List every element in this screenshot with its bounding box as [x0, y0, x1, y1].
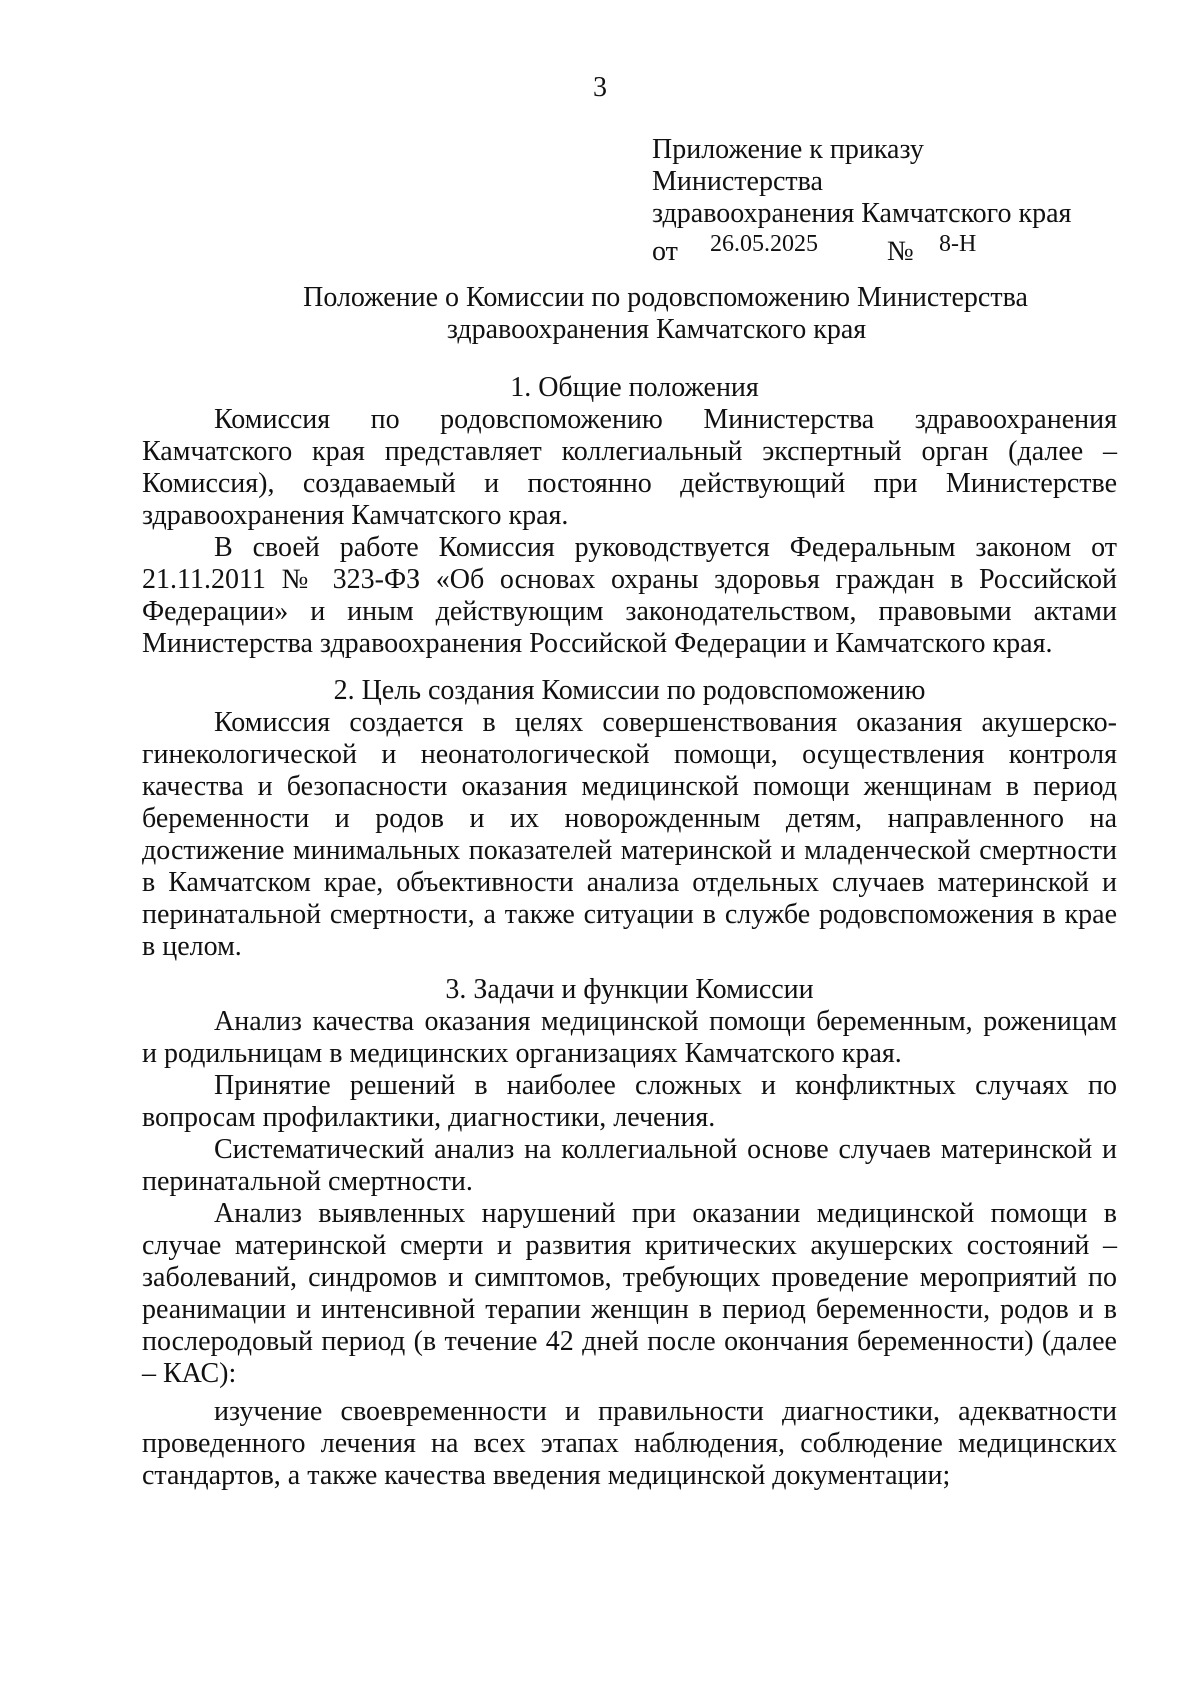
approval-date-line	[652, 232, 1071, 266]
paragraph: Анализ качества оказания медицинской помощи беременным, роженицам и родильницам в медицинских организациях Камчатского края.	[142, 1006, 1117, 1069]
section-heading: 1. Общие положения	[510, 372, 759, 403]
document-title-line-2: здравоохранения Камчатского края	[446, 314, 867, 345]
page-number: 3	[593, 72, 607, 103]
section-tasks	[142, 974, 1117, 1492]
paragraph: Анализ выявленных нарушений при оказании медицинской помощи в случае материнской смерти и развития критических акушерских состояний – заболеваний, синдромов и симптомов, требующих проведение мероприятий по реанимации и интенсивной терапии женщин в период беременности, родов и в послеродовый период (в течение 42 дней после окончания беременности) (далее – КАС):	[142, 1198, 1117, 1389]
approval-from-label: от	[652, 236, 678, 267]
approval-number-sign: №	[887, 236, 914, 267]
paragraph: В своей работе Комиссия руководствуется Федеральным законом от 21.11.2011 № 323-ФЗ «Об основах охраны здоровья граждан в Российской Федерации» и иным действующим законодательством, правовыми актами Министерства здравоохранения Российской Федерации и Камчатского края.	[142, 532, 1117, 659]
document-title	[142, 282, 1117, 346]
approval-line-3: здравоохранения Камчатского края	[652, 198, 1072, 229]
approval-line-1: Приложение к приказу	[652, 134, 924, 165]
approval-number: 8-Н	[939, 231, 977, 257]
approval-date: 26.05.2025	[710, 231, 818, 257]
approval-stamp	[652, 134, 1071, 266]
section-purpose	[142, 675, 1117, 963]
paragraph: Комиссия по родовспоможению Министерства здравоохранения Камчатского края представляет коллегиальный экспертный орган (далее – Комиссия), создаваемый и постоянно действующий при Министерстве здравоохранения Камчатского края.	[142, 404, 1117, 531]
paragraph: изучение своевременности и правильности диагностики, адекватности проведенного лечения на всех этапах наблюдения, соблюдение медицинских стандартов, а также качества введения медицинской документации;	[142, 1396, 1117, 1491]
paragraph: Систематический анализ на коллегиальной основе случаев материнской и перинатальной смертности.	[142, 1134, 1117, 1197]
paragraph: Комиссия создается в целях совершенствования оказания акушерско-гинекологической и неонатологической помощи, осуществления контроля качества и безопасности оказания медицинской помощи женщинам в период беременности и родов и их новорожденным детям, направленного на достижение минимальных показателей материнской и младенческой смертности в Камчатском крае, объективности анализа отдельных случаев материнской и перинатальной смертности, а также ситуации в службе родовспоможения в крае в целом.	[142, 707, 1117, 962]
paragraph: Принятие решений в наиболее сложных и конфликтных случаях по вопросам профилактики, диагностики, лечения.	[142, 1070, 1117, 1133]
document-title-line-1: Положение о Комиссии по родовспоможению Министерства	[303, 282, 1028, 313]
section-heading: 2. Цель создания Комиссии по родовспоможению	[333, 675, 926, 706]
approval-line-2: Министерства	[652, 166, 823, 197]
section-general	[142, 372, 1117, 660]
section-heading: 3. Задачи и функции Комиссии	[445, 974, 814, 1005]
